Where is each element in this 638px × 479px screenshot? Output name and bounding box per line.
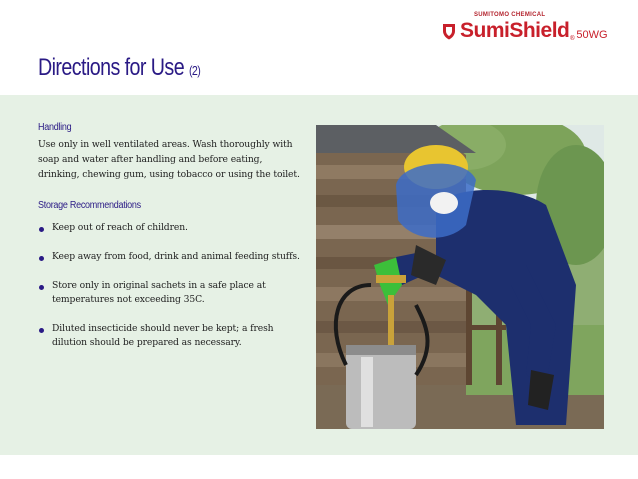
list-item: Keep out of reach of children. xyxy=(38,221,303,235)
brand-name: SumiShield xyxy=(460,19,570,42)
page-title xyxy=(38,54,200,82)
storage-list xyxy=(38,221,303,350)
worker-photo-illustration xyxy=(316,125,604,429)
sumitomo-chemical-label: SUMITOMO CHEMICAL xyxy=(474,12,546,18)
bullet-icon xyxy=(39,227,44,232)
bullet-icon xyxy=(39,256,44,261)
handling-heading: Handling xyxy=(38,122,72,133)
worker-photo xyxy=(316,125,604,429)
handling-text: Use only in well ventilated areas. Wash thoroughly with soap and water after handling and before eating, drinking, chewing gum, using tobacco or using the toilet. xyxy=(38,139,300,180)
bullet-icon xyxy=(39,328,44,333)
text-column xyxy=(38,122,303,365)
brand-variant: 50WG xyxy=(576,29,608,41)
shield-icon xyxy=(442,22,456,40)
registered-mark: ® xyxy=(569,35,576,42)
bullet-icon xyxy=(39,285,44,290)
list-item: Diluted insecticide should never be kept; a fresh dilution should be prepared as necessary. xyxy=(38,322,303,350)
storage-heading: Storage Recommendations xyxy=(38,200,141,211)
page-title-part: (2) xyxy=(188,63,201,78)
page-title-main: Directions for Use xyxy=(38,54,185,81)
sumishield-logo xyxy=(442,12,612,48)
list-item: Store only in original sachets in a safe place at temperatures not exceeding 35C. xyxy=(38,279,303,307)
list-item: Keep away from food, drink and animal feeding stuffs. xyxy=(38,250,303,264)
